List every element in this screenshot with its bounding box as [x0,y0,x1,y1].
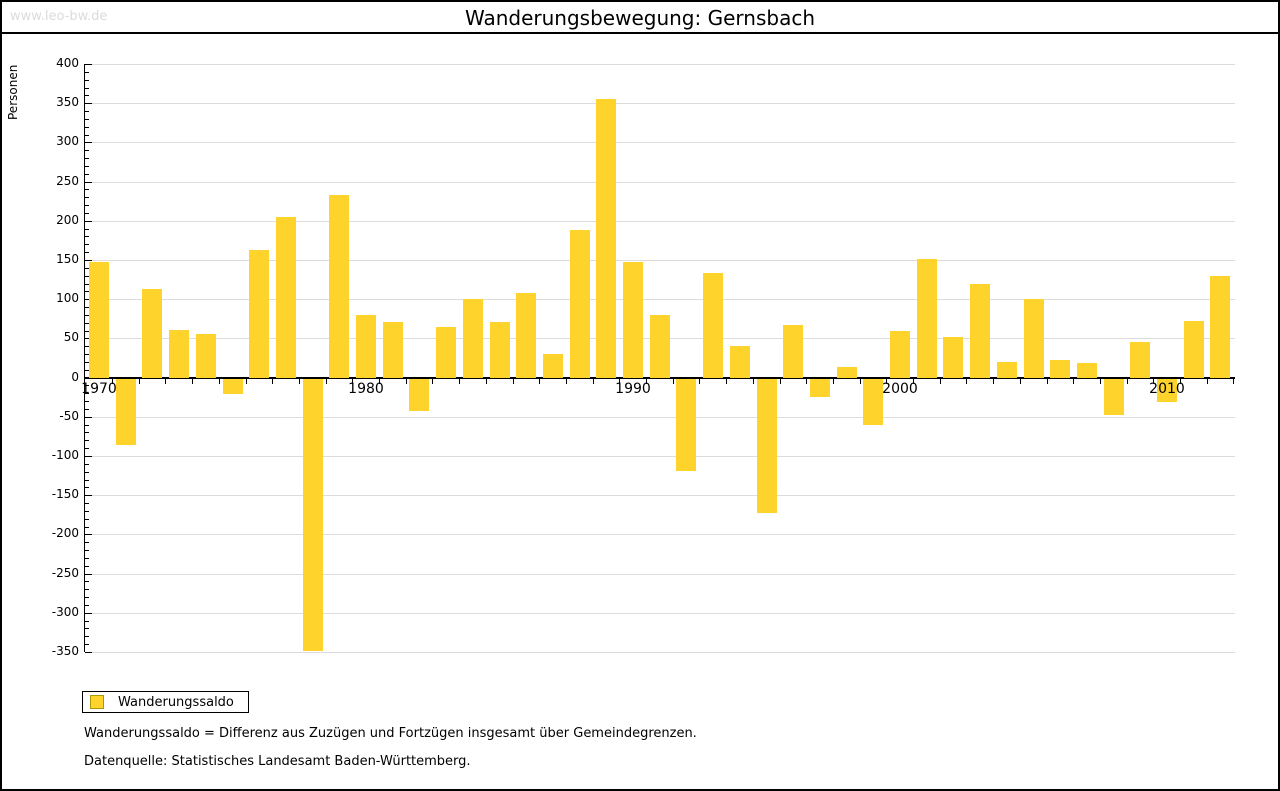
bar-1995 [757,379,777,514]
bar-1978 [303,379,323,652]
x-year-label-1990: 1990 [615,380,651,397]
bar-1989 [596,99,616,377]
bar-1990 [623,262,643,377]
gridline-200 [85,221,1235,222]
y-minor-tick--120 [85,472,89,473]
y-minor-tick-380 [85,80,89,81]
y-minor-tick-240 [85,189,89,190]
x-tick-1994 [753,379,754,384]
y-major-tick--150 [85,495,92,496]
y-minor-tick--320 [85,628,89,629]
x-tick-2004 [1020,379,1021,384]
y-minor-tick-260 [85,174,89,175]
bar-2007 [1077,363,1097,378]
y-major-tick--250 [85,574,92,575]
x-year-label-2010: 2010 [1149,380,1185,397]
y-minor-tick-310 [85,135,89,136]
y-minor-tick-270 [85,166,89,167]
y-minor-tick--270 [85,589,89,590]
x-year-label-1970: 1970 [81,380,117,397]
y-tick-label--100: -100 [51,448,79,462]
y-major-tick-400 [85,64,92,65]
y-minor-tick--90 [85,448,89,449]
y-major-tick-250 [85,182,92,183]
x-tick-1998 [860,379,861,384]
gridline--250 [85,574,1235,575]
y-minor-tick--190 [85,527,89,528]
y-minor-tick-330 [85,119,89,120]
bar-2000 [890,331,910,378]
y-major-tick-350 [85,103,92,104]
y-minor-tick-190 [85,229,89,230]
x-tick-2002 [966,379,967,384]
bar-2009 [1130,342,1150,378]
y-minor-tick-160 [85,252,89,253]
x-tick-1973 [192,379,193,384]
x-tick-2005 [1047,379,1048,384]
x-tick-1993 [726,379,727,384]
bar-1984 [463,299,483,377]
y-minor-tick--80 [85,440,89,441]
x-tick-2001 [940,379,941,384]
y-major-tick--50 [85,417,92,418]
y-axis-title: Personen [6,64,20,120]
y-minor-tick-230 [85,197,89,198]
bar-1974 [196,334,216,378]
y-minor-tick--130 [85,480,89,481]
x-year-label-2000: 2000 [882,380,918,397]
y-minor-tick--30 [85,401,89,402]
x-tick-1997 [833,379,834,384]
y-tick-label-350: 350 [56,95,79,110]
bar-1973 [169,330,189,378]
bar-1992 [676,379,696,472]
bar-2002 [943,337,963,378]
x-tick-1972 [165,379,166,384]
y-tick-label-50: 50 [63,330,79,345]
y-minor-tick--140 [85,487,89,488]
y-minor-tick--310 [85,621,89,622]
y-tick-label-400: 400 [56,56,79,70]
bar-2008 [1104,379,1124,416]
y-tick-label-100: 100 [56,291,79,306]
bar-1980 [356,315,376,378]
bar-2004 [997,362,1017,378]
y-tick-label--250: -250 [51,565,79,580]
y-major-tick--300 [85,613,92,614]
x-tick-2012 [1233,379,1234,384]
y-minor-tick-220 [85,205,89,206]
y-major-tick-150 [85,260,92,261]
bar-1994 [730,346,750,377]
y-tick-label--300: -300 [51,604,79,619]
y-major-tick-300 [85,142,92,143]
y-minor-tick-290 [85,150,89,151]
y-tick-label-150: 150 [56,252,79,266]
y-major-tick--350 [85,652,92,653]
gridline--300 [85,613,1235,614]
page-title: Wanderungsbewegung: Gernsbach [464,6,815,30]
y-minor-tick--340 [85,644,89,645]
y-minor-tick--110 [85,464,89,465]
x-tick-1985 [513,379,514,384]
bar-1981 [383,322,403,378]
bar-1986 [516,293,536,378]
y-minor-tick-360 [85,95,89,96]
y-minor-tick-390 [85,72,89,73]
y-minor-tick--260 [85,581,89,582]
bar-2006 [1050,360,1070,377]
y-minor-tick-210 [85,213,89,214]
x-tick-1995 [780,379,781,384]
footnote-definition: Wanderungssaldo = Differenz aus Zuzügen und Fortzügen insgesamt über Gemeindegrenzen. [84,726,697,741]
bar-1976 [249,250,269,378]
x-tick-1977 [299,379,300,384]
x-tick-1984 [486,379,487,384]
gridline--150 [85,495,1235,496]
x-year-label-1980: 1980 [348,380,384,397]
x-tick-1991 [673,379,674,384]
bar-1988 [570,230,590,377]
bar-1991 [650,315,670,378]
x-tick-1975 [246,379,247,384]
bar-2005 [1024,299,1044,377]
legend-swatch [90,695,104,709]
bar-1975 [223,379,243,395]
x-tick-1974 [219,379,220,384]
x-tick-1971 [139,379,140,384]
y-minor-tick-280 [85,158,89,159]
x-tick-2006 [1073,379,1074,384]
y-minor-tick--40 [85,409,89,410]
y-tick-label-0: 0 [71,369,79,384]
y-minor-tick--60 [85,425,89,426]
x-tick-1976 [272,379,273,384]
x-tick-1986 [539,379,540,384]
y-major-tick-200 [85,221,92,222]
y-minor-tick--290 [85,605,89,606]
bar-1985 [490,322,510,378]
bar-1997 [810,379,830,397]
y-tick-label-300: 300 [56,134,79,149]
x-tick-1981 [406,379,407,384]
bar-1970 [89,262,109,377]
bar-2011 [1184,321,1204,377]
x-tick-2011 [1207,379,1208,384]
y-minor-tick--210 [85,542,89,543]
y-tick-label-250: 250 [56,173,79,188]
y-minor-tick--240 [85,566,89,567]
bar-1977 [276,217,296,378]
y-minor-tick-340 [85,111,89,112]
gridline-400 [85,64,1235,65]
chart-header [2,2,1278,34]
watermark: www.leo-bw.de [10,9,108,24]
x-tick-1996 [806,379,807,384]
y-tick-label--50: -50 [59,408,79,423]
x-tick-1982 [432,379,433,384]
y-tick-label--150: -150 [51,487,79,502]
x-tick-1978 [326,379,327,384]
y-minor-tick-370 [85,88,89,89]
plot-area [51,56,1235,658]
bar-1996 [783,325,803,378]
y-major-tick--100 [85,456,92,457]
gridline--50 [85,417,1235,418]
y-minor-tick--330 [85,636,89,637]
gridline--200 [85,534,1235,535]
bar-1998 [837,367,857,378]
bar-2003 [970,284,990,378]
footnote-source: Datenquelle: Statistisches Landesamt Baden-Württemberg. [84,754,471,769]
x-tick-2007 [1100,379,1101,384]
x-tick-1987 [566,379,567,384]
gridline--350 [85,652,1235,653]
gridline-250 [85,182,1235,183]
y-minor-tick-170 [85,244,89,245]
gridline-300 [85,142,1235,143]
x-tick-1992 [699,379,700,384]
bar-1982 [409,379,429,411]
y-minor-tick--160 [85,503,89,504]
y-minor-tick--170 [85,511,89,512]
y-minor-tick--280 [85,597,89,598]
y-major-tick--200 [85,534,92,535]
x-tick-2008 [1127,379,1128,384]
y-minor-tick--230 [85,558,89,559]
y-minor-tick--220 [85,550,89,551]
bar-1993 [703,273,723,378]
x-tick-2003 [993,379,994,384]
legend-label: Wanderungssaldo [118,694,234,710]
bar-2012 [1210,276,1230,378]
y-minor-tick--180 [85,519,89,520]
y-tick-label--200: -200 [51,526,79,541]
x-tick-1983 [459,379,460,384]
y-tick-label-200: 200 [56,212,79,227]
y-minor-tick-180 [85,236,89,237]
x-tick-1988 [593,379,594,384]
gridline-350 [85,103,1235,104]
y-minor-tick--70 [85,432,89,433]
y-minor-tick-320 [85,127,89,128]
bar-2001 [917,259,937,377]
y-tick-label--350: -350 [51,644,79,658]
bar-1983 [436,327,456,378]
bar-1979 [329,195,349,378]
bar-1987 [543,354,563,378]
legend [82,691,249,713]
gridline--100 [85,456,1235,457]
bar-1972 [142,289,162,378]
